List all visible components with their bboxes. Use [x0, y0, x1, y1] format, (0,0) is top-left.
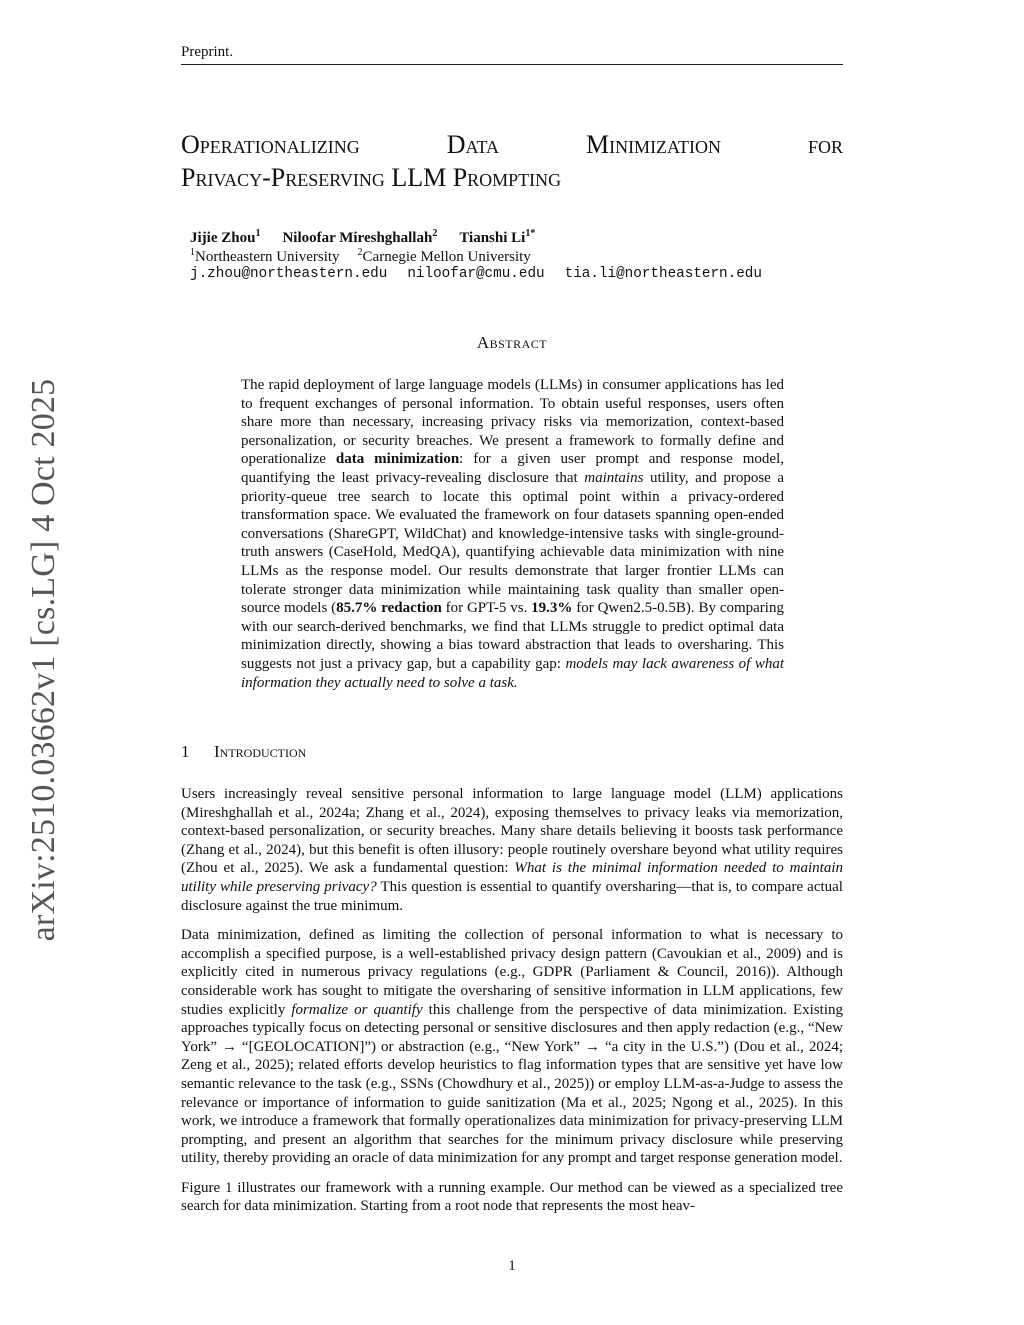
paper-title [181, 128, 843, 194]
title-word: Data [446, 130, 500, 159]
affiliation-2: $^2$Carnegie Mellon University [357, 247, 531, 265]
title-word: Minimization [585, 130, 722, 159]
abstract-body: The rapid deployment of large language models (LLMs) in consumer applications has led to frequent exchanges of personal information. To obtain useful responses, users often share more than necessary, increasing privacy risks via memorization, context-based personalization, or security breaches. We present a framework to formally define and operationalize data minimization: for a given user prompt and response model, quantifying the least privacy-revealing disclosure that maintains utility, and propose a priority-queue tree search to locate this optimal point within a privacy-ordered transformation space. We evaluated the framework on four datasets spanning open-ended conversations (ShareGPT, WildChat) and knowledge-intensive tasks with single-ground-truth answers (CaseHold, MedQA), quantifying achievable data minimization with nine LLMs as the response model. Our results demonstrate that larger frontier LLMs can tolerate stronger data minimization while maintaining task quality than smaller open-source models (85.7% redaction for GPT-5 vs. 19.3% for Qwen2.5-0.5B). By comparing with our search-derived benchmarks, we find that LLMs struggle to predict optimal data minimization directly, showing a bias toward abstraction that leads to oversharing. This suggests not just a privacy gap, but a capability gap: models may lack awareness of what information they actually need to solve a task. [241, 377, 785, 691]
title-line-2: Privacy-Preserving LLM Prompting [181, 163, 562, 192]
page-number: 1 [508, 1258, 516, 1274]
emphasis-percent: 19.3% [531, 600, 573, 617]
author-list [190, 228, 535, 247]
title-word: for [807, 130, 843, 159]
author-3: Tianshi $Li^{1*}$ [459, 228, 536, 246]
emphasis-data-minimization: data minimization [335, 451, 460, 468]
email-3[interactable]: tia.li@northeastern.edu [564, 266, 762, 282]
introduction-body [181, 785, 843, 1227]
email-2[interactable]: niloofar@cmu.edu [407, 266, 545, 282]
author-1: Jijie Zhou$^1$ [190, 228, 261, 246]
title-word: Operationalizing [181, 130, 360, 159]
emphasis-redaction: 85.7% redaction [336, 600, 442, 617]
section-number: 1 [181, 742, 190, 761]
arxiv-identifier: arXiv:2510.03662v1 [cs.LG] 4 Oct 2025 [25, 378, 62, 942]
affiliations [190, 247, 531, 266]
section-heading-introduction [181, 742, 306, 762]
section-title: Introduction [214, 742, 307, 761]
header-divider [181, 64, 843, 65]
author-2: Niloofar Mireshghallah$^2$ [282, 228, 438, 246]
paragraph: Users increasingly reveal sensitive personal information to large language model (LLM) applications (Mireshghallah et al., 2024a; Zhang et al., 2024), exposing themselves to privacy leaks via memorization, context-based personalization, or security breaches. Many share details believing it boosts task performance (Zhang et al., 2024), but this benefit is often illusory: people routinely overshare beyond what utility requires (Zhou et al., 2025). We ask a fundamental question: What is the minimal information needed to maintain utility while preserving privacy? This question is essential to quantify oversharing—that is, to compare actual disclosure against the true minimum. [181, 786, 843, 914]
author-emails [190, 266, 762, 282]
paragraph: Figure 1 illustrates our framework with a running example. Our method can be viewed as a specialized tree search for data minimization. Starting from a root node that represents the most heav- [181, 1179, 843, 1215]
abstract-heading: Abstract [476, 333, 548, 352]
paragraph: Data minimization, defined as limiting the collection of personal information to what is necessary to accomplish a specified purpose, is a well-established privacy design pattern (Cavoukian et al., 2009) and is explicitly cited in numerous privacy regulations (e.g., GDPR (Parliament & Council, 2016)). Although considerable work has sought to mitigate the oversharing of sensitive information in LLM applications, few studies explicitly formalize or quantify this challenge from the perspective of data minimization. Existing approaches typically focus on detecting personal or sensitive disclosures and then apply redaction (e.g., “New York” → “[GEOLOCATION]”) or abstraction (e.g., “New York” → “a city in the U.S.”) (Dou et al., 2024; Zeng et al., 2025); related efforts develop heuristics to flag information types that are sensitive yet have low semantic relevance to the task (e.g., SSNs (Chowdhury et al., 2025)) or employ LLM-as-a-Judge to assess the relevance or importance of information to guide sanitization (Ma et al., 2025; Ngong et al., 2025). In this work, we introduce a framework that formally operationalizes data minimization for privacy-preserving LLM prompting, and present an algorithm that searches for the minimum privacy disclosure while preserving utility, thereby providing an oracle of data minimization for any prompt and target response generation model. [181, 927, 844, 1167]
affiliation-1: $^1$Northeastern University [190, 247, 340, 265]
abstract-conclusion: models may lack awareness of what information they actually need to solve a task. [241, 655, 785, 691]
email-1[interactable]: j.zhou@northeastern.edu [190, 266, 388, 282]
running-header: Preprint. [181, 44, 234, 60]
